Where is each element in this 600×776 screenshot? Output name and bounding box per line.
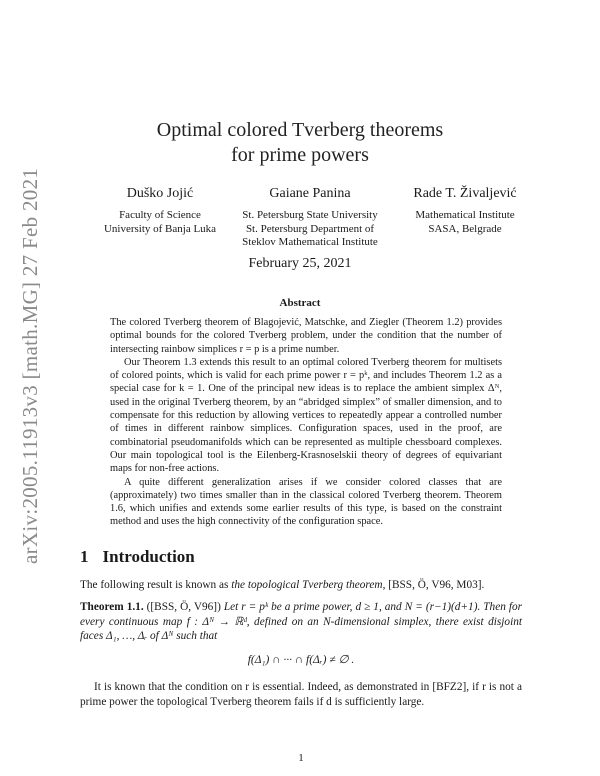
author-affiliation-line: Mathematical Institute bbox=[415, 209, 515, 221]
arxiv-identifier: arXiv:2005.11913v3 [math.MG] 27 Feb 2021 bbox=[18, 167, 42, 564]
abstract-paragraph-2: Our Theorem 1.3 extends this result to an optimal colored Tverberg theorem for multisets of colored points, which is valid for each prime power r = pᵏ, and includes Theorem 1.2 as a special case for k = 1. One of the principal new ideas is to replace the ambient simplex Δᴺ, used in the original Tverberg theorem, by an “abridged simplex” of smaller dimension, and to compensate for this reduction by allowing vertices to repeatedly appear a controlled number of times in different rainbow simplices. Configuration spaces, used in the proof, are combinatorial pseudomanifolds which can be represented as multiple chessboard complexes. Our main topological tool is the Eilenberg-Krasnoselskii theory of degrees of equivariant maps for non-free actions. bbox=[110, 356, 502, 475]
theorem-statement: Let r = pᵏ be a prime power, d ≥ 1, and N = (r−1)(d+1). Then for every continuous map f : Δᴺ → ℝᵈ, defined on an N-dimensional simplex, there exist disjoint faces Δ₁, …, Δᵣ of Δᴺ such that bbox=[80, 601, 523, 642]
section-number: 1 bbox=[80, 547, 89, 566]
paper-date: February 25, 2021 bbox=[248, 256, 352, 271]
author-affiliation-line: University of Banja Luka bbox=[103, 222, 217, 235]
author-affiliation-line: St. Petersburg Department of bbox=[245, 222, 375, 235]
theorem-1-1 bbox=[80, 600, 522, 644]
section-title: Introduction bbox=[102, 547, 195, 566]
intro-paragraph-2: It is known that the condition on r is essential. Indeed, as demonstrated in [BFZ2], if r is not a prime power the topological Tverberg theorem fails if d is sufficiently large. bbox=[80, 681, 522, 708]
abstract-body bbox=[110, 316, 502, 529]
theorem-label: Theorem 1.1. bbox=[80, 601, 144, 613]
intro-citation: , [BSS, Ö, V96, M03]. bbox=[382, 579, 485, 591]
title-line-2: for prime powers bbox=[231, 144, 369, 166]
author-name: Rade T. Živaljević bbox=[413, 186, 517, 201]
intro-text: The following result is known as bbox=[80, 579, 232, 591]
intro-emphasis: the topological Tverberg theorem bbox=[231, 579, 383, 591]
author-affiliation-line: Faculty of Science bbox=[119, 209, 201, 221]
theorem-citation: ([BSS, Ö, V96]) bbox=[146, 601, 221, 613]
author-block-jojic bbox=[80, 185, 240, 236]
section-heading-introduction bbox=[80, 547, 195, 567]
paper-title bbox=[80, 118, 520, 168]
author-block-zivaljevic bbox=[385, 185, 545, 236]
author-name: Gaiane Panina bbox=[269, 186, 351, 201]
title-line-1: Optimal colored Tverberg theorems bbox=[156, 119, 444, 141]
author-affiliation-line: SASA, Belgrade bbox=[428, 222, 502, 235]
display-formula: f(Δ₁) ∩ ··· ∩ f(Δᵣ) ≠ ∅ . bbox=[247, 654, 355, 666]
page-number: 1 bbox=[298, 752, 304, 764]
abstract-paragraph-3: A quite different generalization arises if we consider colored classes that are (approximately) two times smaller than in the classical colored Tverberg theorem. Theorem 1.6, which unifies and extends some earlier results of this type, is based on the constraint method and uses the high connectivity of the configuration space. bbox=[110, 476, 502, 528]
author-affiliation-line: St. Petersburg State University bbox=[242, 209, 378, 221]
author-name: Duško Jojić bbox=[126, 186, 194, 201]
intro-paragraph-1 bbox=[80, 578, 522, 593]
author-block-panina bbox=[225, 185, 395, 250]
abstract-paragraph-1: The colored Tverberg theorem of Blagojević, Matschke, and Ziegler (Theorem 1.2) provides optimal bounds for the colored Tverberg problem, under the condition that the number of intersecting rainbow simplices r = p is a prime number. bbox=[110, 317, 502, 355]
author-affiliation-line: Steklov Mathematical Institute bbox=[242, 236, 378, 248]
abstract-heading: Abstract bbox=[279, 297, 321, 309]
